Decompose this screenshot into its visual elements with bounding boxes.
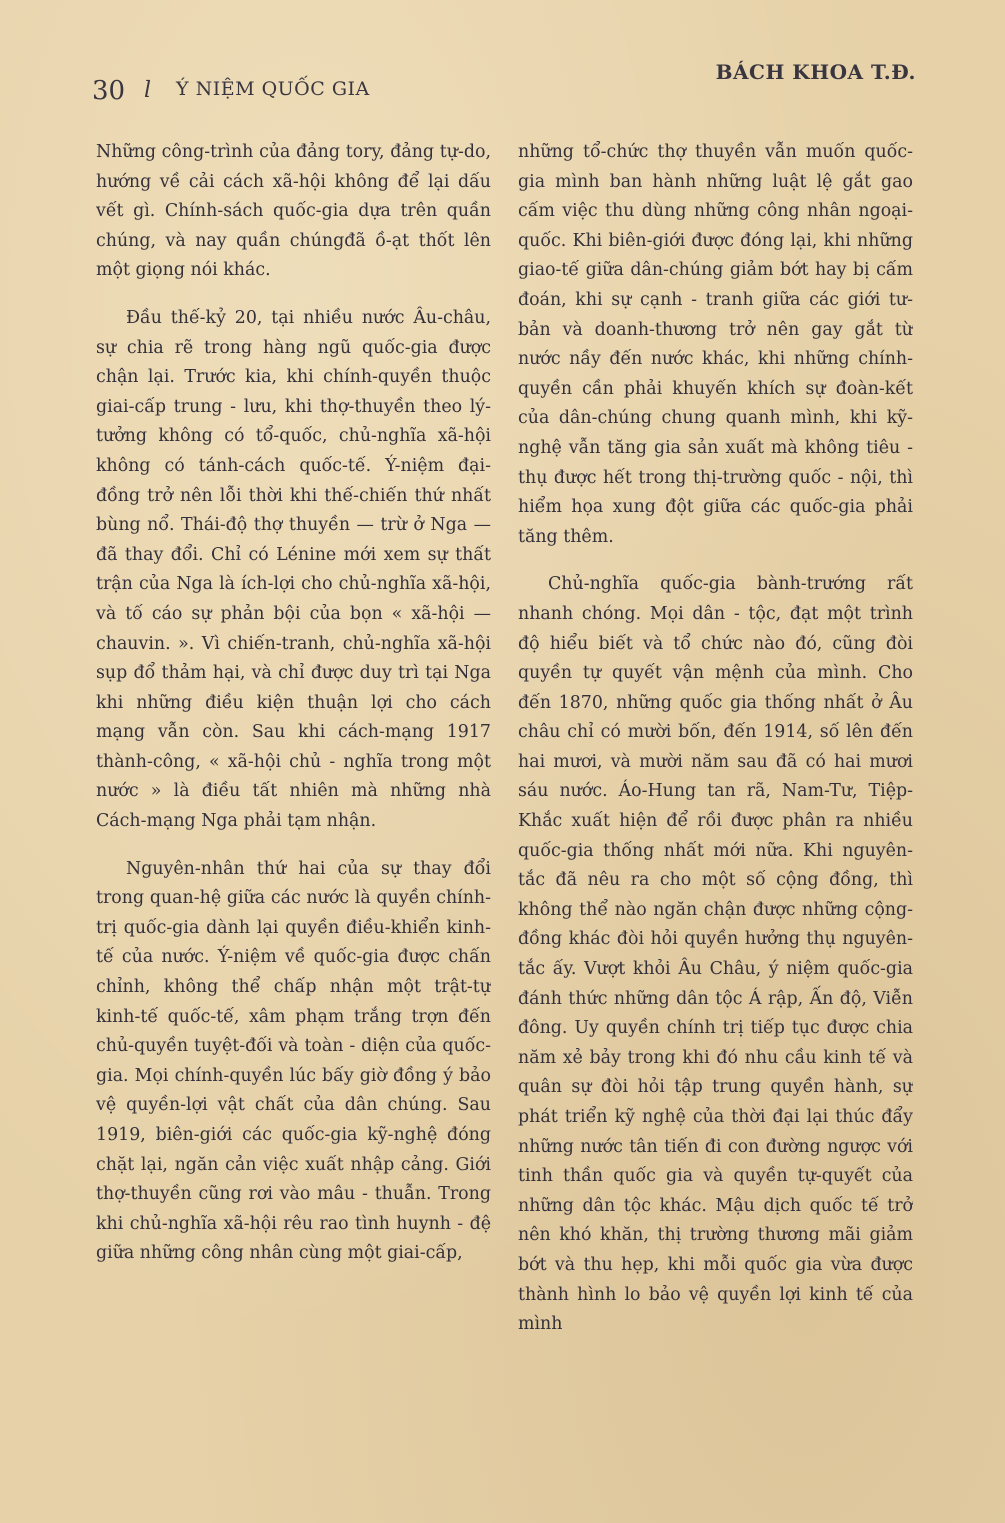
paragraph: Đầu thế-kỷ 20, tại nhiều nước Âu-châu, sự chia rẽ trong hàng ngũ quốc-gia được chận lại. Trước kia, khi chính-quyền thuộc giai-cấp trung - lưu, khi thợ-thuyền theo lý-tưởng không có tổ-quốc, chủ-nghĩa xã-hội không có tánh-cách quốc-tế. Ý-niệm đại-đồng trở nên lỗi thời khi thế-chiến thứ nhất bùng nổ. Thái-độ thợ thuyền — trừ ở Nga — đã thay đổi. Chỉ có Lénine mới xem sự thất trận của Nga là ích-lợi cho chủ-nghĩa xã-hội, và tố cáo sự phản bội của bọn « xã-hội — chauvin. ». Vì chiến-tranh, chủ-nghĩa xã-hội sụp đổ thảm hại, và chỉ được duy trì tại Nga khi những điều kiện thuận lợi cho cách mạng vẫn còn. Sau khi cách-mạng 1917 thành-công, « xã-hội chủ - nghĩa trong một nước » là điều tất nhiên mà những nhà Cách-mạng Nga phải tạm nhận. xyxy=(96,307,491,832)
running-title: Ý NIỆM QUỐC GIA xyxy=(176,78,370,100)
journal-name: BÁCH KHOA T.Đ. xyxy=(715,60,916,84)
paragraph: Những công-trình của đảng tory, đảng tự-do, hướng về cải cách xã-hội không để lại dấu vết gì. Chính-sách quốc-gia dựa trên quần chúng, và nay quần chúngđã ồ-ạt thốt lên một giọng nói khác. xyxy=(96,142,491,281)
paragraph: những tổ-chức thợ thuyền vẫn muốn quốc-gia mình ban hành những luật lệ gắt gao cấm việc thu dùng những công nhân ngoại-quốc. Khi biên-giới được đóng lại, khi những giao-tế giữa dân-chúng giảm bớt hay bị cấm đoán, khi sự cạnh - tranh giữa các giới tư-bản và doanh-thương trở nên gay gắt từ nước nầy đến nước khác, khi những chính-quyền cần phải khuyến khích sự đoàn-kết của dân-chúng chung quanh mình, khi kỹ-nghệ vẫn tăng gia sản xuất mà không tiêu - thụ được hết trong thị-trường quốc - nội, thì hiểm họa xung đột giữa các quốc-gia phải tăng thêm. xyxy=(518,142,913,547)
right-column xyxy=(518,138,913,1428)
header-separator: l xyxy=(144,78,152,103)
left-column xyxy=(96,138,491,1428)
paragraph: Chủ-nghĩa quốc-gia bành-trướng rất nhanh chóng. Mọi dân - tộc, đạt một trình độ hiểu biết và tổ chức nào đó, cũng đòi quyền tự quyết vận mệnh của mình. Cho đến 1870, những quốc gia thống nhất ở Âu châu chỉ có mười bốn, đến 1914, số lên đến hai mươi, và mười năm sau đã có hai mươi sáu nước. Áo-Hung tan rã, Nam-Tư, Tiệp-Khắc xuất hiện để rồi được phân ra nhiều quốc-gia thống nhất mới nữa. Khi nguyên-tắc đã nêu ra cho một số cộng đồng, thì không thể nào ngăn chận được những cộng-đồng khác đòi hỏi quyền hưởng thụ nguyên-tắc ấy. Vượt khỏi Âu Châu, ý niệm quốc-gia đánh thức những dân tộc Á rập, Ấn độ, Viễn đông. Uy quyền chính trị tiếp tục được chia năm xẻ bảy trong khi đó nhu cầu kinh tế và quân sự đòi hỏi tập trung quyền hành, sự phát triển kỹ nghệ của thời đại lại thúc đẩy những nước tân tiến đi con đường ngược với tinh thần quốc gia và quyền tự-quyết của những dân tộc khác. Mậu dịch quốc tế trở nên khó khăn, thị trường thương mãi giảm bớt và thu hẹp, khi mỗi quốc gia vừa được thành hình lo bảo vệ quyền lợi kinh tế của mình xyxy=(518,574,913,1335)
page-number: 30 xyxy=(92,76,126,106)
page-header xyxy=(90,60,920,110)
paragraph: Nguyên-nhân thứ hai của sự thay đổi trong quan-hệ giữa các nước là quyền chính-trị quốc-gia dành lại quyền điều-khiển kinh-tế của nước. Ý-niệm về quốc-gia được chấn chỉnh, không thể chấp nhận một trật-tự kinh-tế quốc-tế, xâm phạm trắng trợn đến chủ-quyền tuyệt-đối và toàn - diện của quốc-gia. Mọi chính-quyền lúc bấy giờ đồng ý bảo vệ quyền-lợi vật chất của dân chúng. Sau 1919, biên-giới các quốc-gia kỹ-nghệ đóng chặt lại, ngăn cản việc xuất nhập cảng. Giới thợ-thuyền cũng rơi vào mâu - thuẫn. Trong khi chủ-nghĩa xã-hội rêu rao tình huynh - đệ giữa những công nhân cùng một giai-cấp, xyxy=(96,858,491,1264)
